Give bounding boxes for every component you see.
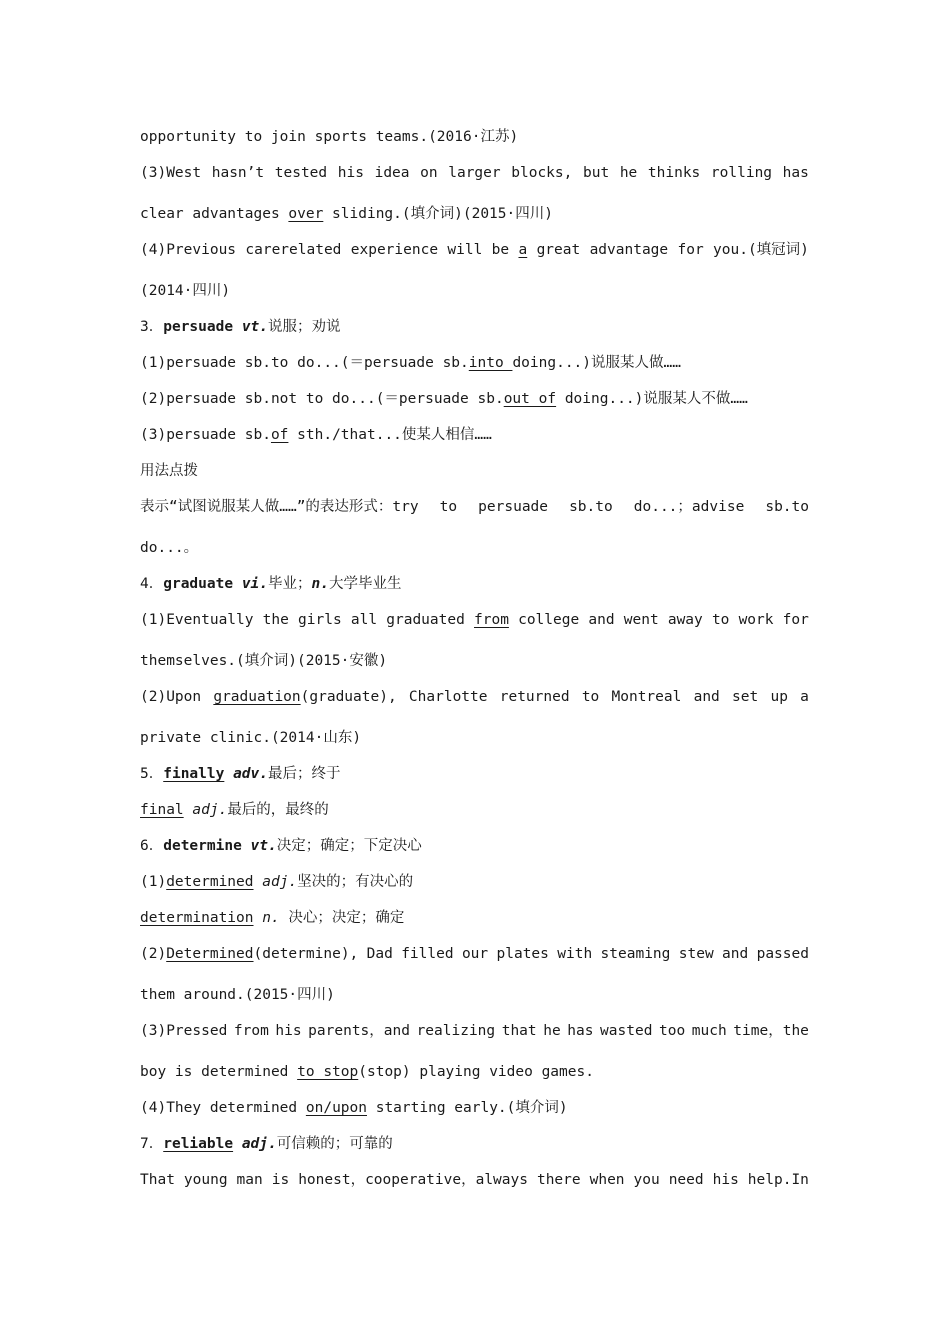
- text-line: [140, 908, 404, 928]
- text: (2)persuade sb.not to do...(＝persuade sb.: [140, 391, 504, 407]
- word: you: [633, 1172, 660, 1188]
- text: sliding.(填介词)(2015·四川): [323, 206, 553, 222]
- word: hasn’t: [211, 165, 265, 181]
- word: rolling: [710, 165, 773, 181]
- word: away: [667, 612, 703, 628]
- word: girls: [298, 612, 342, 628]
- text-line-justified: [140, 497, 809, 517]
- word-group: [140, 944, 358, 964]
- word: persuade: [478, 499, 549, 515]
- answer-blank: over: [288, 206, 324, 222]
- part-of-speech: adj.: [262, 874, 298, 890]
- word: (graduate),: [300, 689, 397, 705]
- word: college: [518, 612, 580, 628]
- word: That: [140, 1172, 175, 1188]
- entry-heading: [140, 1134, 393, 1154]
- definition: 决定；确定；下定决心: [276, 838, 422, 854]
- word: (3)Pressed: [140, 1023, 228, 1039]
- definition: 大学毕业生: [328, 576, 402, 592]
- headword: finally: [163, 766, 225, 782]
- section-label: 用法点拨: [140, 463, 198, 479]
- text-line: (2014·四川): [140, 283, 231, 299]
- entry-number: 4．: [140, 576, 164, 592]
- text: (4)They determined: [140, 1100, 306, 1116]
- word: passed: [756, 946, 809, 962]
- word: for: [677, 242, 704, 258]
- text: boy is determined: [140, 1064, 298, 1080]
- word: advantage: [589, 242, 669, 258]
- entry-number: 5．: [140, 766, 164, 782]
- word: and: [693, 689, 720, 705]
- word: filled: [401, 946, 454, 962]
- text-line: [140, 425, 492, 445]
- word: tested: [274, 165, 328, 181]
- word: for: [782, 612, 809, 628]
- word: Charlotte: [408, 689, 488, 705]
- entry-heading: [140, 836, 422, 856]
- word: be: [491, 242, 510, 258]
- word: his: [712, 1172, 739, 1188]
- answer-blank: out of: [503, 391, 557, 407]
- text-line-justified: [140, 240, 809, 260]
- word: he: [543, 1023, 561, 1039]
- word: has: [782, 165, 809, 181]
- word: a: [800, 689, 809, 705]
- word: sb.to: [569, 499, 613, 515]
- text: (1)persuade sb.to do...(＝persuade sb.: [140, 355, 469, 371]
- text-line-justified: [140, 1021, 809, 1041]
- text: (3)persuade sb.: [140, 427, 271, 443]
- definition: 坚决的；有决心的: [297, 874, 414, 890]
- word: to: [439, 499, 458, 515]
- text: clear advantages: [140, 206, 289, 222]
- entry-heading: [140, 317, 341, 337]
- text-line: [140, 872, 413, 892]
- text-line-justified: [140, 610, 809, 630]
- part-of-speech: vi.: [241, 576, 269, 592]
- word: work: [738, 612, 774, 628]
- word: great: [536, 242, 581, 258]
- text-line: them around.(2015·四川): [140, 987, 335, 1003]
- word: time，the: [733, 1023, 809, 1039]
- word: on: [420, 165, 438, 181]
- word: and: [588, 612, 615, 628]
- definition: 毕业；: [268, 576, 312, 592]
- answer-blank: on/upon: [305, 1100, 367, 1116]
- word: carerelated: [245, 242, 342, 258]
- word: young: [183, 1172, 228, 1188]
- word: up: [770, 689, 788, 705]
- word: sb.to: [765, 499, 809, 515]
- answer-blank: graduation: [213, 689, 301, 705]
- word: plates: [496, 946, 549, 962]
- word: do...；advise: [633, 499, 745, 515]
- word: when: [589, 1172, 625, 1188]
- word-group: [213, 687, 396, 707]
- definition: 最后的，最终的: [227, 802, 329, 818]
- answer-blank: final: [140, 802, 184, 818]
- word: went: [623, 612, 659, 628]
- text-line: [140, 1062, 594, 1082]
- entry-number: 6．: [140, 838, 164, 854]
- answer-blank: from: [474, 612, 509, 628]
- text-line: opportunity to join sports teams.(2016·江苏): [140, 129, 519, 145]
- word: realizing: [416, 1023, 496, 1039]
- word: the: [262, 612, 289, 628]
- answer-blank: determination: [140, 910, 254, 926]
- word: (1)Eventually: [140, 612, 254, 628]
- text-line: private clinic.(2014·山东): [140, 730, 362, 746]
- word: (3)West: [140, 165, 202, 181]
- word: wasted: [600, 1023, 653, 1039]
- word: all: [350, 612, 378, 628]
- word: and: [722, 946, 749, 962]
- part-of-speech: n.: [262, 910, 280, 926]
- entry-heading: [140, 574, 401, 594]
- answer-blank: a: [518, 242, 528, 258]
- text-line: [140, 800, 329, 820]
- word: Dad: [366, 946, 393, 962]
- definition: 可信赖的；可靠的: [276, 1136, 393, 1152]
- word: help.In: [747, 1172, 809, 1188]
- answer-blank: of: [270, 427, 289, 443]
- answer-blank: to stop: [297, 1064, 359, 1080]
- text: sth./that...使某人相信……: [288, 427, 492, 443]
- text-line: [140, 353, 681, 373]
- word: steaming: [600, 946, 671, 962]
- word: his: [337, 165, 364, 181]
- word: his: [275, 1023, 302, 1039]
- text-line: [140, 1098, 568, 1118]
- word: set: [732, 689, 759, 705]
- text: (stop) playing video games.: [358, 1064, 594, 1080]
- part-of-speech: vt.: [241, 319, 269, 335]
- word: to: [581, 689, 600, 705]
- word: stew: [678, 946, 714, 962]
- word: he: [619, 165, 638, 181]
- word: (4)Previous: [140, 242, 237, 258]
- word: has: [567, 1023, 594, 1039]
- headword: reliable: [163, 1136, 234, 1152]
- text-line: do...。: [140, 540, 199, 556]
- word: 表示“试图说服某人做……”的表达形式：try: [140, 499, 419, 515]
- text-line-justified: [140, 687, 809, 707]
- word: man: [236, 1172, 263, 1188]
- text: (1): [140, 874, 167, 890]
- text-line: themselves.(填介词)(2015·安徽): [140, 653, 388, 669]
- word: Montreal: [611, 689, 682, 705]
- answer-blank: Determined: [166, 946, 254, 962]
- text-line: [140, 204, 553, 224]
- word: from: [233, 1023, 269, 1039]
- word: idea: [374, 165, 410, 181]
- word: honest，cooperative，always: [298, 1172, 528, 1188]
- word: graduated: [386, 612, 465, 628]
- entry-number: 3．: [140, 319, 164, 335]
- word: larger: [448, 165, 501, 181]
- answer-blank: into: [468, 355, 513, 371]
- word: but: [582, 165, 610, 181]
- text: doing...)说服某人做……: [512, 355, 681, 371]
- text-line: [140, 389, 748, 409]
- text: (2): [140, 946, 167, 962]
- text-line-justified: [140, 944, 809, 964]
- headword: graduate: [163, 576, 234, 592]
- headword: persuade: [163, 319, 234, 335]
- part-of-speech: adj.: [241, 1136, 277, 1152]
- word: blocks,: [511, 165, 573, 181]
- text: doing...)说服某人不做……: [556, 391, 748, 407]
- word: experience: [350, 242, 439, 258]
- definition: 最后；终于: [268, 766, 341, 782]
- word: that: [501, 1023, 537, 1039]
- word: returned: [499, 689, 570, 705]
- part-of-speech: adj.: [192, 802, 228, 818]
- word: is: [271, 1172, 290, 1188]
- word: our: [461, 946, 489, 962]
- word: (2)Upon: [140, 689, 202, 705]
- headword: determine: [163, 838, 242, 854]
- part-of-speech: n.: [311, 576, 329, 592]
- entry-heading: [140, 764, 341, 784]
- word: parents，and: [308, 1023, 410, 1039]
- word: to: [711, 612, 730, 628]
- word: will: [447, 242, 483, 258]
- part-of-speech: vt.: [250, 838, 277, 854]
- answer-blank: determined: [166, 874, 254, 890]
- word: you.(填冠词): [713, 242, 809, 258]
- text-line-justified: [140, 163, 809, 183]
- definition: 说服；劝说: [268, 319, 341, 335]
- word: (determine),: [253, 946, 359, 962]
- definition: 决心；决定；确定: [279, 910, 405, 926]
- word: much: [691, 1023, 727, 1039]
- text: starting early.(填介词): [366, 1100, 568, 1116]
- word: need: [668, 1172, 704, 1188]
- word: thinks: [647, 165, 701, 181]
- word: with: [557, 946, 593, 962]
- word: too: [659, 1023, 686, 1039]
- part-of-speech: adv.: [233, 766, 268, 782]
- text-line-justified: [140, 1170, 809, 1190]
- entry-number: 7．: [140, 1136, 164, 1152]
- word: there: [536, 1172, 581, 1188]
